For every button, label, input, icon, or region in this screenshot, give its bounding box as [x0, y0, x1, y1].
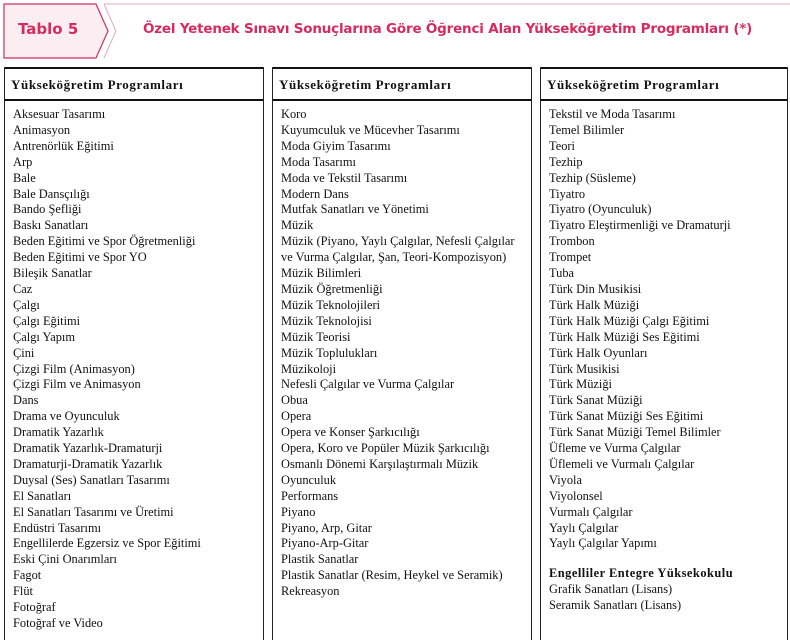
list-item: Drama ve Oyunculuk	[13, 409, 120, 424]
list-item: Çalgı Eğitimi	[13, 313, 81, 328]
list-item: Opera, Koro ve Popüler Müzik Şarkıcılığı	[281, 441, 490, 456]
list-item: Tiyatro Eleştirmenliği ve Dramaturji	[549, 218, 731, 233]
list-item: Caz	[13, 281, 33, 296]
table-title: Özel Yetenek Sınavı Sonuçlarına Göre Öğrenci Alan Yükseköğretim Programları (*)	[143, 21, 753, 37]
list-item: Nefesli Çalgılar ve Vurma Çalgılar	[281, 377, 455, 392]
list-item: El Sanatları Tasarımı ve Üretimi	[13, 504, 174, 519]
list-item: Müzik	[281, 218, 314, 233]
column-1-heading: Yükseköğretim Programları	[5, 67, 263, 101]
list-item: Dramaturji-Dramatik Yazarlık	[13, 456, 163, 471]
list-item: Obua	[281, 393, 308, 408]
list-item: Duysal (Ses) Sanatları Tasarımı	[13, 472, 170, 487]
list-item: Seramik Sanatları (Lisans)	[549, 598, 682, 613]
list-item: Türk Sanat Müziği Temel Bilimler	[549, 425, 721, 440]
list-item: Çalgı	[13, 297, 40, 312]
list-item: Türk Halk Müziği	[549, 297, 640, 312]
list-item: Vurmalı Çalgılar	[549, 504, 633, 519]
list-item: Türk Halk Oyunları	[549, 345, 648, 360]
list-item: Müzik Teorisi	[281, 329, 351, 344]
list-item: Plastik Sanatlar (Resim, Heykel ve Seramik)	[281, 568, 503, 583]
list-item: Piyano-Arp-Gitar	[281, 536, 369, 551]
list-item: Teori	[549, 138, 575, 153]
list-item: Animasyon	[13, 122, 71, 137]
list-item: Trombon	[549, 234, 595, 249]
list-item: Çizgi Film ve Animasyon	[13, 377, 141, 392]
list-item: Müzikoloji	[281, 361, 337, 376]
list-item: Çini	[13, 345, 35, 360]
list-item: Müzik Teknolojisi	[281, 313, 372, 328]
list-item: Fotoğraf	[13, 600, 56, 615]
list-item: Osmanlı Dönemi Karşılaştırmalı Müzik	[281, 456, 479, 471]
list-item: Üfleme ve Vurma Çalgılar	[549, 441, 681, 456]
list-item: Fagot	[13, 568, 42, 583]
list-item: Tiyatro (Oyunculuk)	[549, 202, 652, 217]
list-item: Endüstri Tasarımı	[13, 520, 102, 535]
column-3-sublist	[541, 582, 787, 614]
list-item: Tezhip (Süsleme)	[549, 170, 636, 185]
column-3-list	[541, 101, 787, 552]
column-1	[4, 67, 264, 640]
list-item: Mutfak Sanatları ve Yönetimi	[281, 202, 429, 217]
list-item: Bileşik Sanatlar	[13, 266, 92, 281]
list-item: Türk Müziği	[549, 377, 612, 392]
list-item: Fotoğraf ve Video	[13, 616, 103, 630]
column-2	[272, 67, 532, 640]
column-1-list	[5, 101, 263, 632]
list-item: Müzik (Piyano, Yaylı Çalgılar, Nefesli Çalgılar ve Vurma Çalgılar, Şan, Teori-Kompozisyon)	[281, 234, 515, 265]
list-item: Türk Sanat Müziği Ses Eğitimi	[549, 409, 704, 424]
list-item: Eski Çini Onarımları	[13, 552, 117, 567]
list-item: Moda ve Tekstil Tasarımı	[281, 170, 408, 185]
list-item: Viyola	[549, 472, 582, 487]
list-item: Flüt	[13, 584, 33, 599]
list-item: Plastik Sanatlar	[281, 552, 359, 567]
list-item: Tiyatro	[549, 186, 586, 201]
column-3	[540, 67, 788, 640]
list-item: Moda Giyim Tasarımı	[281, 138, 391, 153]
list-item: Grafik Sanatları (Lisans)	[549, 582, 673, 597]
list-item: Modern Dans	[281, 186, 349, 201]
list-item: Türk Halk Müziği Ses Eğitimi	[549, 329, 700, 344]
list-item: Aksesuar Tasarımı	[13, 107, 106, 121]
list-item: Piyano, Arp, Gitar	[281, 520, 372, 535]
list-item: Arp	[13, 154, 33, 169]
list-item: Trompet	[549, 250, 592, 265]
list-item: Bale	[13, 170, 36, 185]
list-item: Dans	[13, 393, 39, 408]
list-item: Antrenörlük Eğitimi	[13, 138, 114, 153]
list-item: Tuba	[549, 266, 575, 281]
list-item: Koro	[281, 107, 307, 121]
list-item: Moda Tasarımı	[281, 154, 356, 169]
list-item: Müzik Öğretmenliği	[281, 281, 383, 296]
list-item: Çalgı Yapım	[13, 329, 75, 344]
list-item: Türk Din Musikisi	[549, 281, 642, 296]
list-item: Beden Eğitimi ve Spor Öğretmenliği	[13, 234, 196, 249]
list-item: Kuyumculuk ve Mücevher Tasarımı	[281, 122, 460, 137]
column-2-list	[273, 101, 531, 600]
table-header-bar	[0, 0, 790, 62]
column-3-subheading: Engelliler Entegre Yüksekokulu	[549, 566, 734, 581]
list-item: Müzik Bilimleri	[281, 266, 362, 281]
list-item: Rekreasyon	[281, 584, 340, 599]
list-item: Türk Sanat Müziği	[549, 393, 643, 408]
list-item: Temel Bilimler	[549, 122, 625, 137]
list-item: Dramatik Yazarlık-Dramaturji	[13, 441, 163, 456]
list-item: Üflemeli ve Vurmalı Çalgılar	[549, 456, 695, 471]
list-item: Oyunculuk	[281, 472, 337, 487]
list-item: Engellilerde Egzersiz ve Spor Eğitimi	[13, 536, 201, 551]
list-item: Dramatik Yazarlık	[13, 425, 104, 440]
list-item: Opera ve Konser Şarkıcılığı	[281, 425, 420, 440]
list-item: Beden Eğitimi ve Spor YO	[13, 250, 147, 265]
list-item: Müzik Teknolojileri	[281, 297, 381, 312]
list-item: Yaylı Çalgılar	[549, 520, 619, 535]
list-item: El Sanatları	[13, 488, 72, 503]
list-item: Tekstil ve Moda Tasarımı	[549, 107, 676, 121]
list-item: Opera	[281, 409, 312, 424]
list-item: Bando Şefliği	[13, 202, 82, 217]
list-item: Yaylı Çalgılar Yapımı	[549, 536, 657, 551]
list-item: Baskı Sanatları	[13, 218, 89, 233]
list-item: Tezhip	[549, 154, 583, 169]
table-number-label: Tablo 5	[18, 20, 79, 38]
list-item: Viyolonsel	[549, 488, 603, 503]
list-item: Müzik Toplulukları	[281, 345, 378, 360]
list-item: Performans	[281, 488, 339, 503]
list-item: Çizgi Film (Animasyon)	[13, 361, 135, 376]
column-2-heading: Yükseköğretim Programları	[273, 67, 531, 101]
list-item: Türk Musikisi	[549, 361, 620, 376]
column-3-heading: Yükseköğretim Programları	[541, 67, 787, 101]
list-item: Türk Halk Müziği Çalgı Eğitimi	[549, 313, 710, 328]
list-item: Piyano	[281, 504, 316, 519]
list-item: Bale Dansçılığı	[13, 186, 90, 201]
